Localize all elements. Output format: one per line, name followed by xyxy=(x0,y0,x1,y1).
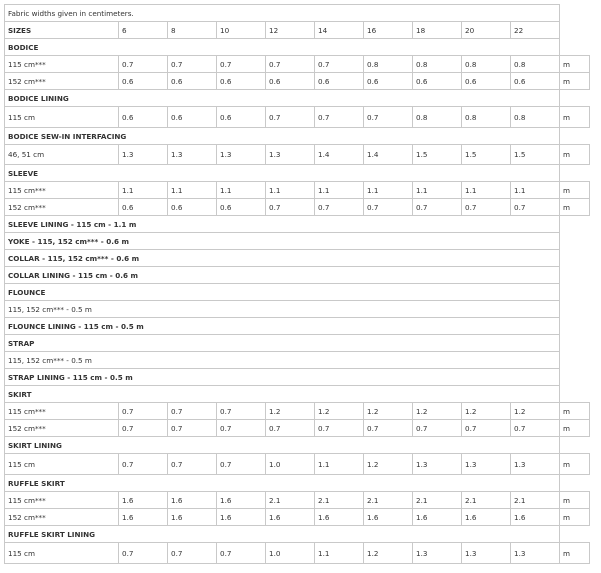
section-heading: STRAP LINING - 115 cm - 0.5 m xyxy=(5,369,560,386)
yardage-cell: 0.7 xyxy=(119,543,168,564)
yardage-cell: 0.6 xyxy=(413,73,462,90)
table-row xyxy=(5,107,590,128)
section-row xyxy=(5,386,590,403)
sizes-header-row xyxy=(5,22,590,39)
yardage-cell: 1.5 xyxy=(462,145,511,165)
yardage-cell: 0.6 xyxy=(168,73,217,90)
yardage-cell: 0.6 xyxy=(217,107,266,128)
yardage-cell: 1.6 xyxy=(217,509,266,526)
section-heading: RUFFLE SKIRT LINING xyxy=(5,526,560,543)
yardage-cell: 0.8 xyxy=(511,56,560,73)
unit-cell: m xyxy=(560,56,590,73)
yardage-cell: 0.7 xyxy=(315,199,364,216)
yardage-cell: 0.6 xyxy=(266,73,315,90)
unit-cell: m xyxy=(560,403,590,420)
section-row xyxy=(5,284,590,301)
yardage-cell: 1.2 xyxy=(315,403,364,420)
section-heading: SKIRT LINING xyxy=(5,437,560,454)
yardage-cell: 1.6 xyxy=(364,509,413,526)
yardage-cell: 1.1 xyxy=(266,182,315,199)
yardage-cell: 0.6 xyxy=(511,73,560,90)
yardage-cell: 1.6 xyxy=(266,509,315,526)
yardage-cell: 1.1 xyxy=(315,543,364,564)
size-column-header: 18 xyxy=(413,22,462,39)
yardage-cell: 1.5 xyxy=(413,145,462,165)
section-heading: BODICE LINING xyxy=(5,90,560,107)
yardage-cell: 1.1 xyxy=(315,182,364,199)
yardage-cell: 1.1 xyxy=(315,454,364,475)
yardage-cell: 1.3 xyxy=(511,454,560,475)
size-column-header: 16 xyxy=(364,22,413,39)
size-column-header: 20 xyxy=(462,22,511,39)
yardage-cell: 0.7 xyxy=(168,56,217,73)
size-column-header: 14 xyxy=(315,22,364,39)
yardage-cell: 1.3 xyxy=(266,145,315,165)
yardage-cell: 2.1 xyxy=(511,492,560,509)
unit-cell: m xyxy=(560,454,590,475)
yardage-cell: 0.7 xyxy=(119,454,168,475)
unit-cell: m xyxy=(560,492,590,509)
yardage-cell: 0.7 xyxy=(511,199,560,216)
table-row xyxy=(5,73,590,90)
fabric-width-label: 115 cm*** xyxy=(5,182,119,199)
yardage-cell: 1.6 xyxy=(119,509,168,526)
section-row xyxy=(5,267,590,284)
yardage-cell: 1.3 xyxy=(462,543,511,564)
yardage-cell: 1.1 xyxy=(217,182,266,199)
yardage-cell: 1.1 xyxy=(364,182,413,199)
list-item xyxy=(5,352,590,369)
yardage-cell: 0.8 xyxy=(462,56,511,73)
section-heading: SLEEVE xyxy=(5,165,560,182)
yardage-cell: 0.6 xyxy=(217,199,266,216)
yardage-cell: 0.6 xyxy=(364,73,413,90)
yardage-cell: 0.7 xyxy=(364,107,413,128)
table-row xyxy=(5,454,590,475)
yardage-cell: 0.6 xyxy=(462,73,511,90)
fabric-requirements-table xyxy=(4,4,590,564)
yardage-cell: 1.1 xyxy=(119,182,168,199)
yardage-cell: 0.6 xyxy=(217,73,266,90)
yardage-cell: 0.7 xyxy=(315,56,364,73)
yardage-cell: 2.1 xyxy=(266,492,315,509)
section-row xyxy=(5,250,590,267)
yardage-cell: 0.7 xyxy=(266,420,315,437)
size-column-header: 8 xyxy=(168,22,217,39)
yardage-cell: 1.6 xyxy=(168,509,217,526)
yardage-cell: 1.2 xyxy=(413,403,462,420)
yardage-cell: 1.2 xyxy=(266,403,315,420)
table-row xyxy=(5,509,590,526)
unit-cell: m xyxy=(560,543,590,564)
yardage-cell: 0.7 xyxy=(462,420,511,437)
yardage-cell: 0.7 xyxy=(266,199,315,216)
yardage-cell: 1.4 xyxy=(315,145,364,165)
fabric-width-label: 115 cm xyxy=(5,454,119,475)
section-row xyxy=(5,128,590,145)
section-row xyxy=(5,216,590,233)
yardage-cell: 0.7 xyxy=(119,56,168,73)
section-heading: BODICE xyxy=(5,39,560,56)
yardage-cell: 1.6 xyxy=(315,509,364,526)
yardage-cell: 0.7 xyxy=(315,420,364,437)
yardage-cell: 1.3 xyxy=(413,543,462,564)
yardage-cell: 0.6 xyxy=(119,73,168,90)
fabric-width-label: 152 cm*** xyxy=(5,420,119,437)
yardage-cell: 1.2 xyxy=(364,403,413,420)
section-row xyxy=(5,318,590,335)
yardage-cell: 0.6 xyxy=(119,107,168,128)
yardage-cell: 0.6 xyxy=(168,107,217,128)
size-column-header: 22 xyxy=(511,22,560,39)
unit-cell: m xyxy=(560,107,590,128)
yardage-cell: 0.6 xyxy=(315,73,364,90)
yardage-cell: 1.1 xyxy=(413,182,462,199)
section-heading: SLEEVE LINING - 115 cm - 1.1 m xyxy=(5,216,560,233)
yardage-cell: 1.3 xyxy=(511,543,560,564)
yardage-cell: 0.7 xyxy=(168,454,217,475)
yardage-cell: 0.7 xyxy=(168,420,217,437)
yardage-cell: 0.7 xyxy=(168,543,217,564)
section-row xyxy=(5,369,590,386)
yardage-cell: 0.7 xyxy=(217,454,266,475)
section-heading: STRAP xyxy=(5,335,560,352)
yardage-cell: 1.1 xyxy=(511,182,560,199)
yardage-cell: 0.7 xyxy=(119,403,168,420)
yardage-cell: 0.7 xyxy=(217,403,266,420)
yardage-cell: 1.4 xyxy=(364,145,413,165)
section-heading: FLOUNCE xyxy=(5,284,560,301)
yardage-cell: 0.7 xyxy=(266,107,315,128)
yardage-cell: 0.7 xyxy=(511,420,560,437)
yardage-cell: 0.8 xyxy=(511,107,560,128)
section-row xyxy=(5,526,590,543)
size-column-header: 12 xyxy=(266,22,315,39)
section-heading: COLLAR - 115, 152 cm*** - 0.6 m xyxy=(5,250,560,267)
section-row xyxy=(5,90,590,107)
section-heading: FLOUNCE LINING - 115 cm - 0.5 m xyxy=(5,318,560,335)
yardage-cell: 0.8 xyxy=(413,56,462,73)
yardage-cell: 2.1 xyxy=(462,492,511,509)
unit-cell: m xyxy=(560,73,590,90)
yardage-cell: 0.7 xyxy=(413,420,462,437)
yardage-cell: 0.7 xyxy=(462,199,511,216)
fabric-note-text: 115, 152 cm*** - 0.5 m xyxy=(5,352,560,369)
fabric-width-label: 115 cm*** xyxy=(5,492,119,509)
table-row xyxy=(5,56,590,73)
section-row xyxy=(5,165,590,182)
yardage-cell: 2.1 xyxy=(315,492,364,509)
yardage-cell: 0.7 xyxy=(217,543,266,564)
yardage-cell: 0.7 xyxy=(413,199,462,216)
section-row xyxy=(5,233,590,250)
yardage-cell: 1.6 xyxy=(217,492,266,509)
table-row xyxy=(5,543,590,564)
yardage-cell: 0.7 xyxy=(217,56,266,73)
section-heading: BODICE SEW-IN INTERFACING xyxy=(5,128,560,145)
yardage-cell: 0.6 xyxy=(119,199,168,216)
yardage-cell: 0.7 xyxy=(168,403,217,420)
yardage-cell: 1.2 xyxy=(462,403,511,420)
yardage-cell: 1.3 xyxy=(413,454,462,475)
section-heading: COLLAR LINING - 115 cm - 0.6 m xyxy=(5,267,560,284)
yardage-cell: 2.1 xyxy=(413,492,462,509)
table-row xyxy=(5,420,590,437)
fabric-width-note: Fabric widths given in centimeters. xyxy=(5,5,560,22)
yardage-cell: 0.7 xyxy=(119,420,168,437)
unit-cell: m xyxy=(560,182,590,199)
table-row xyxy=(5,403,590,420)
note-row xyxy=(5,5,590,22)
yardage-cell: 1.6 xyxy=(168,492,217,509)
sizes-label: SIZES xyxy=(5,22,119,39)
yardage-cell: 1.3 xyxy=(119,145,168,165)
yardage-cell: 0.7 xyxy=(364,199,413,216)
yardage-cell: 0.8 xyxy=(413,107,462,128)
yardage-cell: 1.1 xyxy=(462,182,511,199)
table-row xyxy=(5,199,590,216)
yardage-cell: 1.6 xyxy=(119,492,168,509)
fabric-width-label: 115 cm xyxy=(5,107,119,128)
unit-cell: m xyxy=(560,509,590,526)
yardage-cell: 1.0 xyxy=(266,543,315,564)
yardage-cell: 0.8 xyxy=(364,56,413,73)
section-heading: RUFFLE SKIRT xyxy=(5,475,560,492)
unit-cell: m xyxy=(560,145,590,165)
yardage-cell: 1.3 xyxy=(217,145,266,165)
section-row xyxy=(5,475,590,492)
yardage-cell: 1.6 xyxy=(511,509,560,526)
yardage-cell: 0.7 xyxy=(364,420,413,437)
yardage-cell: 0.7 xyxy=(266,56,315,73)
unit-cell: m xyxy=(560,420,590,437)
yardage-cell: 0.7 xyxy=(315,107,364,128)
size-column-header: 10 xyxy=(217,22,266,39)
fabric-width-label: 115 cm*** xyxy=(5,56,119,73)
yardage-cell: 0.7 xyxy=(217,420,266,437)
table-row xyxy=(5,492,590,509)
yardage-cell: 1.3 xyxy=(462,454,511,475)
yardage-cell: 0.6 xyxy=(168,199,217,216)
yardage-cell: 1.2 xyxy=(364,454,413,475)
table-row xyxy=(5,182,590,199)
yardage-cell: 1.0 xyxy=(266,454,315,475)
fabric-width-label: 46, 51 cm xyxy=(5,145,119,165)
section-row xyxy=(5,39,590,56)
fabric-width-label: 115 cm xyxy=(5,543,119,564)
yardage-cell: 0.8 xyxy=(462,107,511,128)
yardage-cell: 1.6 xyxy=(462,509,511,526)
yardage-cell: 1.2 xyxy=(511,403,560,420)
unit-cell: m xyxy=(560,199,590,216)
fabric-width-label: 152 cm*** xyxy=(5,199,119,216)
fabric-note-text: 115, 152 cm*** - 0.5 m xyxy=(5,301,560,318)
section-row xyxy=(5,335,590,352)
section-heading: YOKE - 115, 152 cm*** - 0.6 m xyxy=(5,233,560,250)
yardage-cell: 1.3 xyxy=(168,145,217,165)
size-column-header: 6 xyxy=(119,22,168,39)
yardage-cell: 1.6 xyxy=(413,509,462,526)
fabric-width-label: 152 cm*** xyxy=(5,509,119,526)
yardage-cell: 1.2 xyxy=(364,543,413,564)
yardage-cell: 1.1 xyxy=(168,182,217,199)
fabric-width-label: 115 cm*** xyxy=(5,403,119,420)
section-row xyxy=(5,437,590,454)
list-item xyxy=(5,301,590,318)
table-row xyxy=(5,145,590,165)
fabric-width-label: 152 cm*** xyxy=(5,73,119,90)
yardage-cell: 1.5 xyxy=(511,145,560,165)
section-heading: SKIRT xyxy=(5,386,560,403)
yardage-cell: 2.1 xyxy=(364,492,413,509)
